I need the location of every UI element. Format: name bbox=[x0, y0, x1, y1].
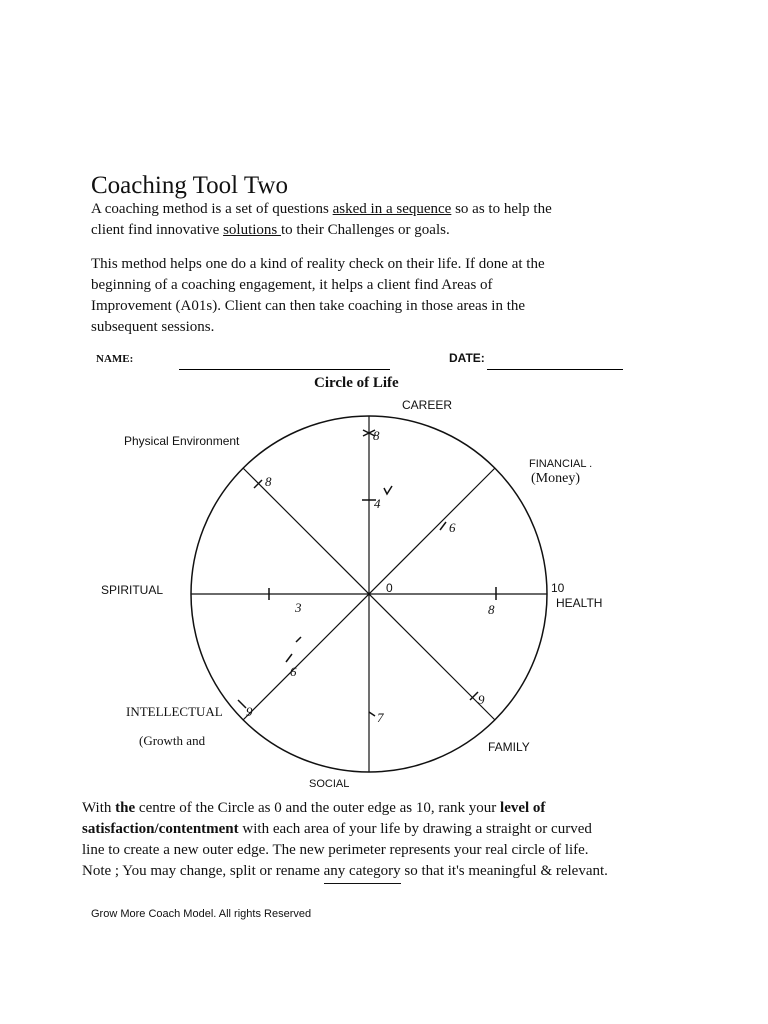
instructions-bold: the bbox=[115, 800, 136, 816]
reality-line-4: subsequent sessions. bbox=[91, 319, 215, 335]
instructions-bold: level of bbox=[500, 800, 546, 816]
score-family: 9 bbox=[478, 692, 485, 707]
label-growth: (Growth and bbox=[139, 733, 206, 748]
reality-line-1: This method helps one do a kind of reality check on their life. If done at the bbox=[91, 256, 545, 272]
mark-check-career bbox=[384, 486, 392, 494]
score-intellectual-outer: 9 bbox=[246, 704, 253, 719]
instructions-line-4 bbox=[82, 861, 608, 882]
instructions-line-1 bbox=[82, 798, 545, 819]
mark-intellectual-outer bbox=[238, 700, 246, 708]
instructions-text: Note ; You may change, split or rename bbox=[82, 863, 324, 879]
score-health: 8 bbox=[488, 602, 495, 617]
footer-copyright: Grow More Coach Model. All rights Reserved bbox=[91, 908, 312, 920]
label-physical-environment: Physical Environment bbox=[124, 434, 240, 448]
instructions-bold: satisfaction/contentment bbox=[82, 821, 239, 837]
mark-social bbox=[369, 712, 375, 716]
mark-intellectual bbox=[286, 637, 301, 662]
mark-physical bbox=[254, 480, 262, 488]
instructions-text: so that it's meaningful & relevant. bbox=[400, 863, 608, 879]
label-health: HEALTH bbox=[556, 596, 603, 610]
score-physical: 8 bbox=[265, 474, 272, 489]
label-intellectual: INTELLECTUAL bbox=[126, 704, 223, 719]
instructions-underline: any category bbox=[324, 863, 401, 884]
intro-text: A coaching method is a set of questions bbox=[91, 201, 333, 217]
label-social: SOCIAL bbox=[309, 778, 350, 790]
label-financial: FINANCIAL . bbox=[529, 458, 593, 470]
reality-line-2: beginning of a coaching engagement, it helps a client find Areas of bbox=[91, 277, 493, 293]
score-financial: 6 bbox=[449, 520, 456, 535]
instructions-line-2 bbox=[82, 819, 592, 840]
label-money: (Money) bbox=[531, 471, 580, 486]
hand-marks bbox=[238, 430, 496, 716]
label-zero: 0 bbox=[386, 581, 393, 595]
score-spiritual: 3 bbox=[295, 600, 302, 615]
score-social: 7 bbox=[377, 710, 384, 725]
intro-text: client find innovative bbox=[91, 222, 224, 238]
score-career-inner: 4 bbox=[374, 496, 381, 511]
reality-line-3: Improvement (A01s). Client can then take coaching in those areas in the bbox=[91, 298, 526, 314]
score-career: 8 bbox=[373, 428, 380, 443]
date-label: DATE: bbox=[449, 351, 485, 365]
intro-text: to their Challenges or goals. bbox=[281, 222, 450, 238]
label-ten: 10 bbox=[551, 581, 565, 595]
instructions-line-3: line to create a new outer edge. The new perimeter represents your real circle of life. bbox=[82, 842, 589, 858]
score-intellectual-b: 6 bbox=[290, 664, 297, 679]
intro-underline: solutions bbox=[223, 222, 281, 238]
intro-text: so as to help the bbox=[451, 201, 552, 217]
label-family: FAMILY bbox=[488, 740, 530, 754]
name-label: NAME: bbox=[96, 353, 134, 365]
circle-title: Circle of Life bbox=[314, 375, 399, 391]
instructions-text: centre of the Circle as 0 and the outer edge as 10, rank your bbox=[135, 800, 501, 816]
label-career: CAREER bbox=[402, 398, 453, 412]
label-spiritual: SPIRITUAL bbox=[101, 583, 164, 597]
instructions-text: with each area of your life by drawing a straight or curved bbox=[238, 821, 592, 837]
mark-financial bbox=[440, 522, 446, 530]
intro-underline: asked in a sequence bbox=[332, 201, 452, 217]
page-title: Coaching Tool Two bbox=[91, 172, 288, 199]
instructions-text: With bbox=[82, 800, 116, 816]
